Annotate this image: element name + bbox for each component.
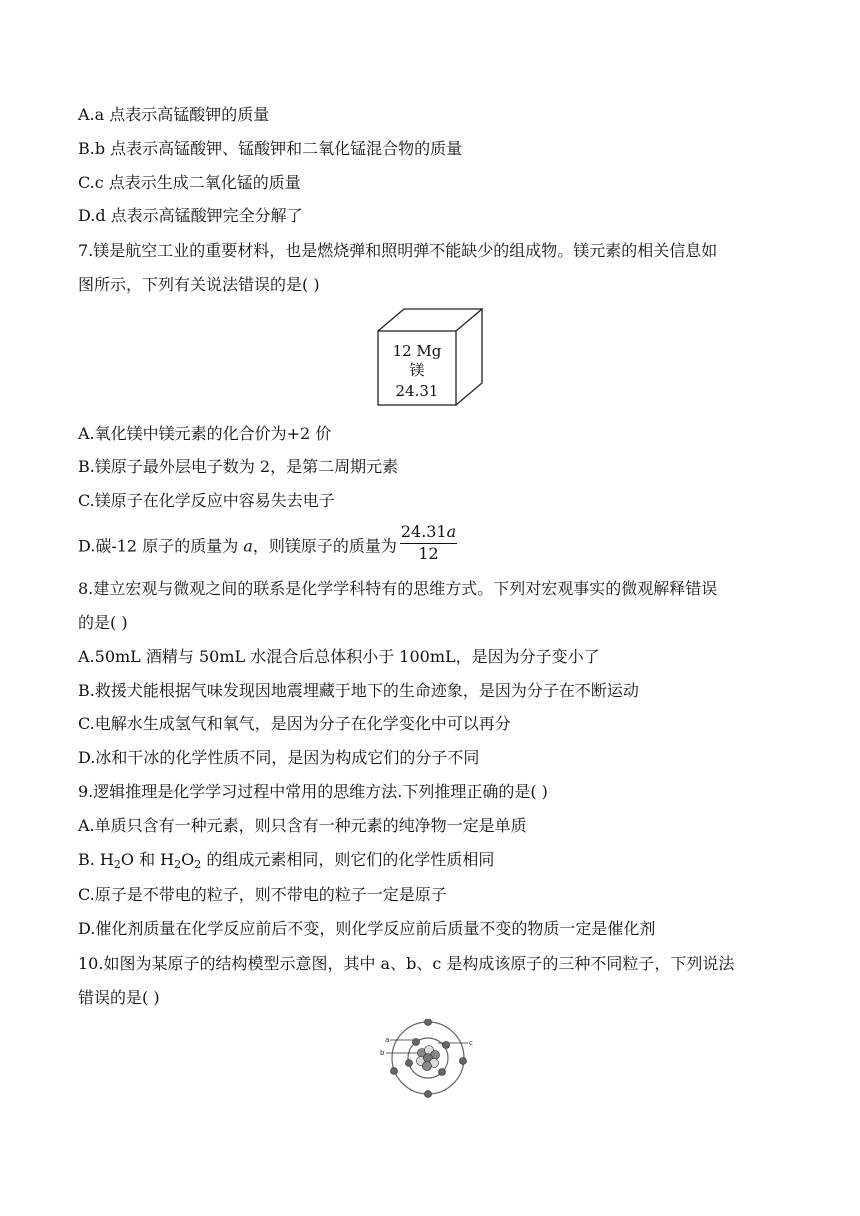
q9-b-sub3: 2: [194, 858, 202, 871]
q9-stem: 9.逻辑推理是化学学习过程中常用的思维方法.下列推理正确的是( ): [78, 782, 548, 801]
q6-option-b: B.b 点表示高锰酸钾、锰酸钾和二氧化锰混合物的质量: [78, 139, 463, 158]
q8-option-b: B.救援犬能根据气味发现因地震埋藏于地下的生命迹象，是因为分子在不断运动: [78, 681, 639, 700]
q10-stem-line1: 10.如图为某原子的结构模型示意图，其中 a、b、c 是构成该原子的三种不同粒子，下列说法: [78, 954, 735, 973]
q7-d-middle: ，则镁原子的质量为: [252, 536, 397, 556]
magnesium-element-cube-figure: [372, 305, 484, 409]
q8-stem-line2: 的是( ): [78, 613, 128, 632]
q7-option-a: A.氧化镁中镁元素的化合价为+2 价: [78, 424, 332, 443]
q8-option-d: D.冰和干冰的化学性质不同，是因为构成它们的分子不同: [78, 748, 480, 767]
q8-stem-line1: 8.建立宏观与微观之间的联系是化学学科特有的思维方式。下列对宏观事实的微观解释错误: [78, 579, 718, 598]
q9-option-d: D.催化剂质量在化学反应前后不变，则化学反应前后质量不变的物质一定是催化剂: [78, 919, 656, 938]
mass-fraction: [400, 522, 457, 564]
q9-b-sub2: 2: [174, 858, 182, 871]
q9-option-b: [78, 849, 494, 876]
q6-option-d: D.d 点表示高锰酸钾完全分解了: [78, 206, 303, 225]
label-b: b: [380, 1049, 385, 1057]
q8-option-c: C.电解水生成氢气和氧气，是因为分子在化学变化中可以再分: [78, 714, 511, 733]
q10-stem-line2: 错误的是( ): [78, 988, 160, 1007]
q6-option-c: C.c 点表示生成二氧化锰的质量: [78, 173, 301, 192]
q7-option-b: B.镁原子最外层电子数为 2，是第二周期元素: [78, 457, 399, 476]
label-c: c: [469, 1039, 473, 1047]
nucleus: [417, 1046, 440, 1071]
q6-option-a: A.a 点表示高锰酸钾的质量: [78, 105, 270, 124]
q9-option-a: A.单质只含有一种元素，则只含有一种元素的纯净物一定是单质: [78, 816, 527, 835]
fraction-numerator-var: a: [446, 522, 457, 541]
q9-option-c: C.原子是不带电的粒子，则不带电的粒子一定是原子: [78, 885, 447, 904]
q8-option-a: A.50mL 酒精与 50mL 水混合后总体积小于 100mL，是因为分子变小了: [78, 647, 600, 666]
q7-option-c: C.镁原子在化学反应中容易失去电子: [78, 491, 335, 510]
q7-option-d: [78, 522, 457, 568]
q7-d-var: a: [243, 536, 253, 556]
q9-b-prefix: B. H: [78, 850, 114, 869]
label-a: a: [385, 1036, 390, 1044]
q7-stem-line1: 7.镁是航空工业的重要材料，也是燃烧弹和照明弹不能缺少的组成物。镁元素的相关信息如: [78, 241, 718, 260]
q9-b-mid2: O: [181, 850, 195, 869]
element-atomic-mass: 24.31: [395, 382, 439, 400]
q9-b-suffix: 的组成元素相同，则它们的化学性质相同: [201, 850, 495, 869]
element-name: 镁: [409, 361, 425, 379]
q9-b-mid1: O 和 H: [120, 850, 175, 869]
fraction-numerator: 24.31: [400, 522, 447, 541]
atom-structure-model-figure: [376, 1019, 482, 1099]
q7-d-prefix: D.碳-12 原子的质量为: [78, 536, 244, 556]
element-number-symbol: 12 Mg: [392, 342, 442, 360]
q9-b-sub1: 2: [113, 858, 121, 871]
fraction-denominator: 12: [418, 544, 439, 563]
q7-stem-line2: 图所示，下列有关说法错误的是( ): [78, 275, 320, 294]
